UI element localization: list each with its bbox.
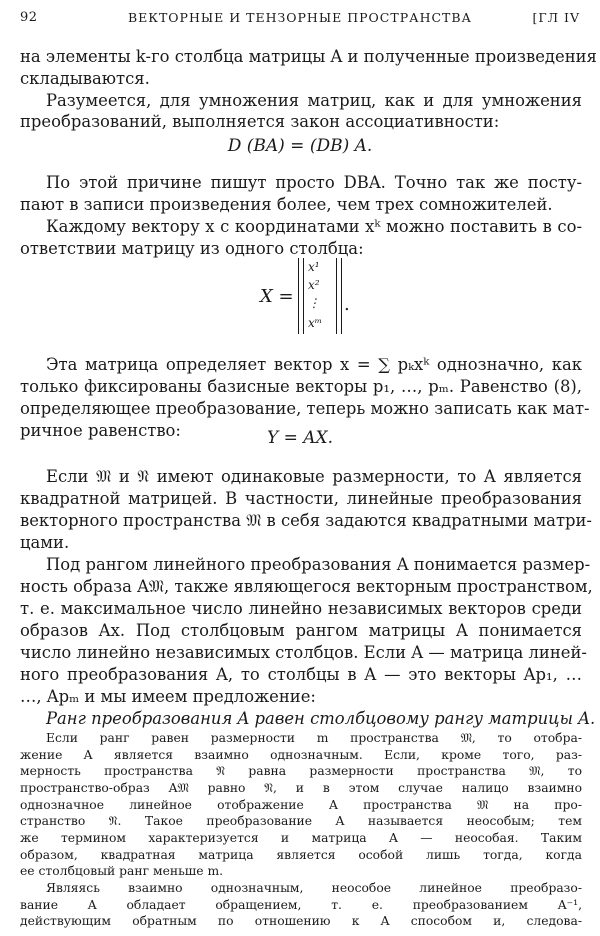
text-line: Являясь взаимно однозначным, неособое линейное преобразо- bbox=[46, 881, 582, 895]
formula-matrix-equation: Y = AX. bbox=[266, 428, 334, 448]
text-line: По этой причине пишут просто DBA. Точно так же посту- bbox=[46, 173, 582, 192]
chapter-label: [ГЛ IV bbox=[532, 10, 580, 25]
text-line: пают в записи произведения более, чем трех сомножителей. bbox=[20, 195, 553, 214]
text-line: определяющее преобразование, теперь можно записать как мат- bbox=[20, 399, 590, 418]
matrix-entry: xᵐ bbox=[308, 316, 323, 330]
text-line: мерность пространства 𝔑 равна размерности пространства 𝔐, то bbox=[20, 764, 582, 779]
text-line: складываются. bbox=[20, 69, 150, 88]
text-line: Эта матрица определяет вектор x = ∑ pₖxᵏ однозначно, как bbox=[46, 355, 582, 374]
matrix-right-bracket bbox=[336, 258, 342, 334]
text-line: ее столбцовый ранг меньше m. bbox=[20, 864, 224, 879]
text-line: Каждому вектору x с координатами xᵏ можно поставить в со- bbox=[46, 217, 582, 236]
text-line: ного преобразования A, то столбцы в A — это векторы Ap₁, … bbox=[20, 665, 582, 684]
text-line: цами. bbox=[20, 533, 70, 552]
text-line: Если ранг равен размерности m пространства 𝔐, то отобра- bbox=[46, 731, 582, 745]
text-line: жение A является взаимно однозначным. Если, кроме того, раз- bbox=[20, 747, 582, 762]
matrix-lhs: X = bbox=[260, 286, 294, 307]
matrix-entry: x² bbox=[308, 278, 320, 292]
text-line: образов Ax. Под столбцовым рангом матрицы A понимается bbox=[20, 621, 582, 640]
matrix-period: . bbox=[344, 294, 350, 315]
text-line: ричное равенство: bbox=[20, 421, 181, 440]
text-line: квадратной матрицей. В частности, линейные преобразования bbox=[20, 489, 582, 508]
text-line: только фиксированы базисные векторы p₁, …, pₘ. Равенство (8), bbox=[20, 377, 582, 396]
proposition: Ранг преобразования A равен столбцовому рангу матрицы A. bbox=[46, 709, 596, 728]
running-title: ВЕКТОРНЫЕ И ТЕНЗОРНЫЕ ПРОСТРАНСТВА bbox=[127, 10, 473, 25]
column-matrix bbox=[260, 258, 360, 338]
text-line: действующим обратным по отношению к A способом и, следова- bbox=[20, 914, 582, 929]
text-line: образом, квадратная матрица является особой лишь тогда, когда bbox=[20, 847, 582, 862]
page-header bbox=[20, 10, 580, 28]
text-line: Разумеется, для умножения матриц, как и для умножения bbox=[46, 91, 582, 110]
text-line: вание A обладает обращением, т. е. преобразованием A⁻¹, bbox=[20, 897, 582, 912]
text-line: векторного пространства 𝔐 в себя задаются квадратными матри- bbox=[20, 511, 592, 530]
formula-associativity: D (BA) = (DB) A. bbox=[227, 136, 373, 156]
text-line: однозначное линейное отображение A пространства 𝔐 на про- bbox=[20, 797, 582, 812]
text-line: Под рангом линейного преобразования A понимается размер- bbox=[46, 555, 591, 574]
page-number: 92 bbox=[20, 10, 38, 25]
text-line: ность образа A𝔐, также являющегося векторным пространством, bbox=[20, 577, 593, 596]
text-line: число линейно независимых столбцов. Если A — матрица линей- bbox=[20, 643, 587, 662]
text-line: странство 𝔑. Такое преобразование A называется неособым; тем bbox=[20, 814, 582, 829]
matrix-entry: x¹ bbox=[308, 260, 320, 274]
text-line: т. е. максимальное число линейно независимых векторов среди bbox=[20, 599, 582, 618]
text-line: ответствии матрицу из одного столбца: bbox=[20, 239, 364, 258]
matrix-entry: ⋮ bbox=[308, 296, 320, 310]
text-line: Если 𝔐 и 𝔑 имеют одинаковые размерности, то A является bbox=[46, 467, 582, 486]
text-line: преобразований, выполняется закон ассоциативности: bbox=[20, 112, 500, 131]
matrix-left-bracket bbox=[298, 258, 304, 334]
text-line: пространство-образ A𝔐 равно 𝔑, и в этом случае налицо взаимно bbox=[20, 781, 582, 795]
text-line: …, Apₘ и мы имеем предложение: bbox=[20, 687, 316, 706]
text-line: же термином характеризуется и матрица A — неособая. Таким bbox=[20, 831, 582, 845]
text-line: на элементы k-го столбца матрицы A и полученные произведения bbox=[20, 47, 597, 66]
